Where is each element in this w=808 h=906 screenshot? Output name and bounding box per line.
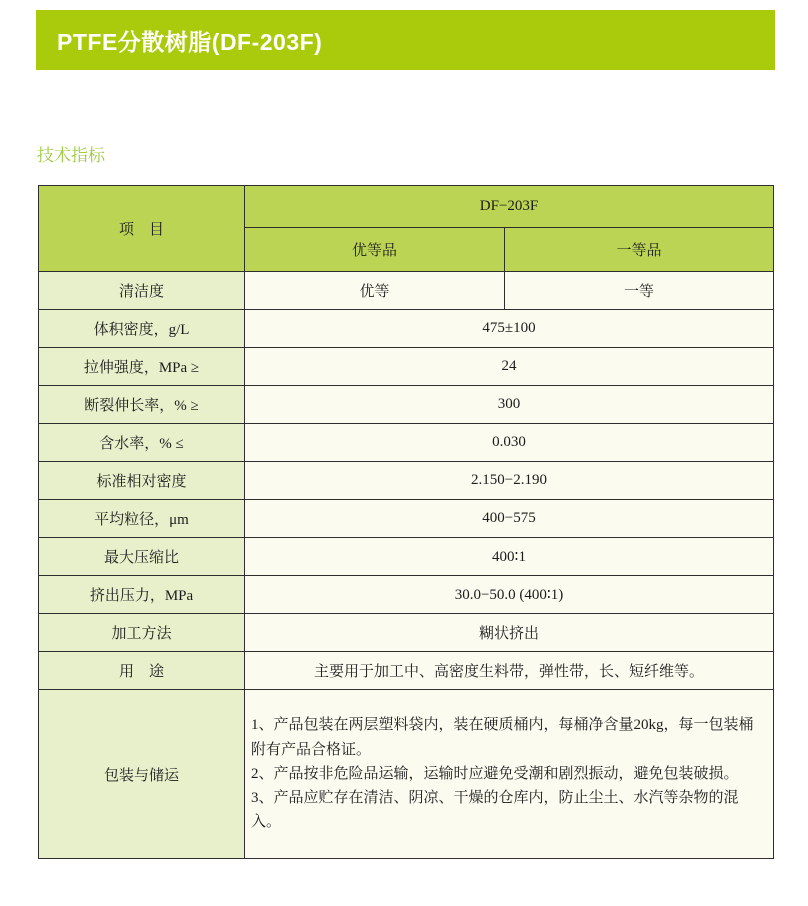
spec-value-cell: 400∶1 bbox=[245, 538, 774, 576]
spec-value-cell: 2.150−2.190 bbox=[245, 462, 774, 500]
packaging-line: 2、产品按非危险品运输，运输时应避免受潮和剧烈振动，避免包装破损。 bbox=[251, 765, 739, 782]
table-row bbox=[39, 272, 774, 310]
packaging-value-cell bbox=[245, 690, 774, 859]
spec-label-cell: 拉伸强度，MPa ≥ bbox=[39, 348, 245, 386]
spec-value-cell: 400−575 bbox=[245, 500, 774, 538]
table-row bbox=[39, 500, 774, 538]
spec-value-cell: 475±100 bbox=[245, 310, 774, 348]
table-row bbox=[39, 538, 774, 576]
spec-label-cell: 清洁度 bbox=[39, 272, 245, 310]
spec-label-cell: 含水率，% ≤ bbox=[39, 424, 245, 462]
packaging-line: 3、产品应贮存在清洁、阴凉、干燥的仓库内，防止尘土、水汽等杂物的混入。 bbox=[251, 790, 739, 831]
packaging-line: 1、产品包装在两层塑料袋内，装在硬质桶内，每桶净含量20kg，每一包装桶附有产品合格证。 bbox=[251, 717, 754, 758]
spec-table-body bbox=[39, 186, 774, 859]
table-row bbox=[39, 652, 774, 690]
spec-value-cell: 30.0−50.0 (400∶1) bbox=[245, 576, 774, 614]
table-row bbox=[39, 690, 774, 859]
spec-label-cell: 平均粒径，μm bbox=[39, 500, 245, 538]
table-row bbox=[39, 348, 774, 386]
spec-value-cell: 一等 bbox=[505, 272, 774, 310]
page-header-banner bbox=[36, 10, 775, 70]
table-row bbox=[39, 424, 774, 462]
spec-table bbox=[38, 185, 774, 859]
table-row bbox=[39, 614, 774, 652]
spec-value-cell: 糊状挤出 bbox=[245, 614, 774, 652]
spec-value-cell: 优等 bbox=[245, 272, 505, 310]
spec-label-cell: 用 途 bbox=[39, 652, 245, 690]
spec-value-cell: 主要用于加工中、高密度生料带，弹性带，长、短纤维等。 bbox=[245, 652, 774, 690]
table-row bbox=[39, 462, 774, 500]
spec-label-cell: 最大压缩比 bbox=[39, 538, 245, 576]
header-item-cell: 项 目 bbox=[39, 186, 245, 272]
spec-value-cell: 24 bbox=[245, 348, 774, 386]
table-row bbox=[39, 576, 774, 614]
packaging-label-cell: 包装与储运 bbox=[39, 690, 245, 859]
spec-label-cell: 体积密度，g/L bbox=[39, 310, 245, 348]
spec-value-cell: 0.030 bbox=[245, 424, 774, 462]
spec-label-cell: 挤出压力，MPa bbox=[39, 576, 245, 614]
section-heading: 技术指标 bbox=[37, 146, 105, 165]
table-row bbox=[39, 310, 774, 348]
spec-label-cell: 加工方法 bbox=[39, 614, 245, 652]
table-row bbox=[39, 186, 774, 228]
header-grade2-cell: 一等品 bbox=[505, 228, 774, 272]
page-title: PTFE分散树脂(DF-203F) bbox=[57, 28, 323, 55]
spec-label-cell: 标准相对密度 bbox=[39, 462, 245, 500]
table-row bbox=[39, 386, 774, 424]
spec-value-cell: 300 bbox=[245, 386, 774, 424]
header-product-cell: DF−203F bbox=[245, 186, 774, 228]
spec-label-cell: 断裂伸长率，% ≥ bbox=[39, 386, 245, 424]
header-grade1-cell: 优等品 bbox=[245, 228, 505, 272]
